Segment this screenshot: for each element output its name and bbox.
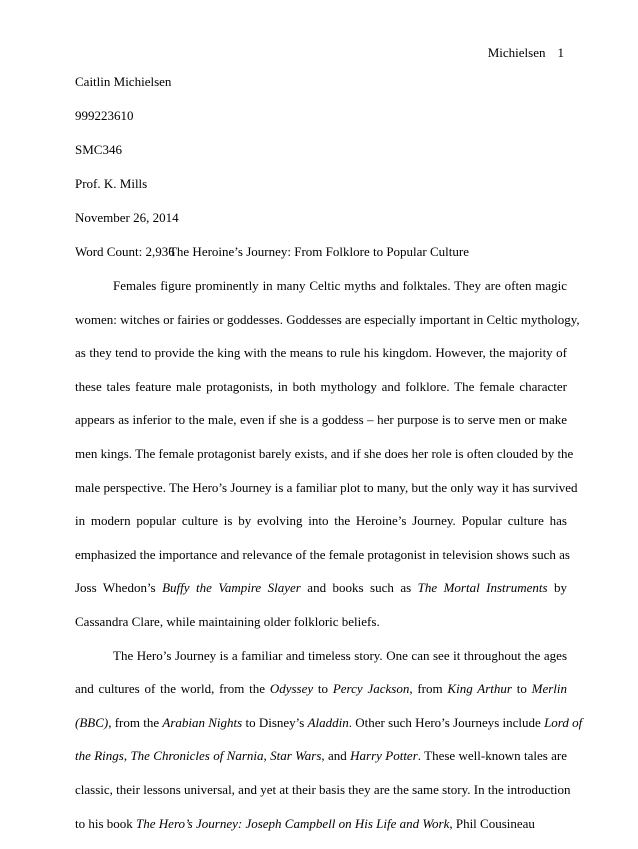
text-line bbox=[75, 446, 567, 480]
text-run: women: witches or fairies or goddesses. Goddesses are especially important in Celtic mythology, bbox=[75, 312, 580, 327]
text-line bbox=[75, 480, 567, 514]
text-run: . Other such Hero’s Journeys include bbox=[349, 715, 544, 730]
text-run: The Hero’s Journey is a familiar and timeless story. One can see it throughout the ages bbox=[113, 648, 567, 663]
text-run: . These well-known tales are bbox=[418, 748, 567, 763]
text-run: men kings. The female protagonist barely exists, and if she does her role is often clouded by the bbox=[75, 446, 573, 461]
italic-title: Arabian Nights bbox=[162, 715, 242, 730]
italic-title: the Rings bbox=[75, 748, 124, 763]
italic-title: Harry Potter bbox=[350, 748, 418, 763]
text-run: by bbox=[548, 580, 567, 595]
text-run: and cultures of the world, from the bbox=[75, 681, 270, 696]
italic-title: Star Wars bbox=[270, 748, 321, 763]
italic-title: The Hero’s Journey: Joseph Campbell on His Life and Work bbox=[136, 816, 449, 831]
professor-name: Prof. K. Mills bbox=[75, 176, 179, 210]
text-run: emphasized the importance and relevance of the female protagonist in television shows such as bbox=[75, 547, 570, 562]
body-paragraph bbox=[75, 648, 567, 849]
text-run: Females figure prominently in many Celtic myths and folktales. They are often magic bbox=[113, 278, 567, 293]
submission-date: November 26, 2014 bbox=[75, 210, 179, 244]
italic-title: King Arthur bbox=[447, 681, 512, 696]
text-line bbox=[75, 345, 567, 379]
text-run: to his book bbox=[75, 816, 136, 831]
text-line bbox=[75, 648, 567, 682]
text-run: male perspective. The Hero’s Journey is a familiar plot to many, but the only way it has survived bbox=[75, 480, 578, 495]
text-line bbox=[75, 816, 567, 849]
text-line bbox=[75, 748, 567, 782]
italic-title: (BBC) bbox=[75, 715, 108, 730]
text-line bbox=[75, 379, 567, 413]
body-paragraph bbox=[75, 278, 567, 648]
text-run: these tales feature male protagonists, in both mythology and folklore. The female character bbox=[75, 379, 567, 394]
page-number: 1 bbox=[558, 45, 565, 60]
text-run: to bbox=[512, 681, 532, 696]
text-line bbox=[75, 782, 567, 816]
text-run: and books such as bbox=[301, 580, 418, 595]
text-run: appears as inferior to the male, even if she is a goddess – her purpose is to serve men or make bbox=[75, 412, 567, 427]
italic-title: The Mortal Instruments bbox=[418, 580, 548, 595]
text-run: Cassandra Clare, while maintaining older folkloric beliefs. bbox=[75, 614, 380, 629]
text-line bbox=[75, 312, 567, 346]
text-run: , Phil Cousineau bbox=[449, 816, 535, 831]
text-run: classic, their lessons universal, and yet at their basis they are the same story. In the introduction bbox=[75, 782, 571, 797]
text-line bbox=[75, 547, 567, 581]
word-count: Word Count: 2,936 bbox=[75, 244, 179, 278]
text-line bbox=[75, 715, 567, 749]
text-run: to Disney’s bbox=[242, 715, 307, 730]
italic-title: Aladdin bbox=[308, 715, 349, 730]
italic-title: Odyssey bbox=[270, 681, 313, 696]
italic-title: Lord of bbox=[544, 715, 582, 730]
text-line bbox=[75, 278, 567, 312]
italic-title: The Chronicles of Narnia bbox=[130, 748, 263, 763]
text-run: , from bbox=[409, 681, 447, 696]
text-run: , from the bbox=[108, 715, 162, 730]
text-line bbox=[75, 513, 567, 547]
running-header bbox=[488, 45, 564, 61]
text-line bbox=[75, 614, 567, 648]
text-line bbox=[75, 580, 567, 614]
italic-title: Percy Jackson bbox=[333, 681, 409, 696]
text-run: , and bbox=[321, 748, 350, 763]
student-number: 999223610 bbox=[75, 108, 179, 142]
italic-title: Merlin bbox=[532, 681, 567, 696]
text-run: as they tend to provide the king with the means to rule his kingdom. However, the majority of bbox=[75, 345, 567, 360]
italic-title: Buffy the Vampire Slayer bbox=[162, 580, 301, 595]
text-line bbox=[75, 681, 567, 715]
text-run: , bbox=[124, 748, 131, 763]
text-run: to bbox=[313, 681, 333, 696]
course-code: SMC346 bbox=[75, 142, 179, 176]
text-line bbox=[75, 412, 567, 446]
essay-body bbox=[75, 278, 567, 849]
header-author-name: Michielsen bbox=[488, 45, 546, 60]
text-run: Joss Whedon’s bbox=[75, 580, 162, 595]
essay-title: The Heroine’s Journey: From Folklore to Popular Culture bbox=[0, 244, 638, 260]
text-run: , bbox=[264, 748, 271, 763]
student-name: Caitlin Michielsen bbox=[75, 74, 179, 108]
text-run: in modern popular culture is by evolving into the Heroine’s Journey. Popular culture has bbox=[75, 513, 567, 528]
